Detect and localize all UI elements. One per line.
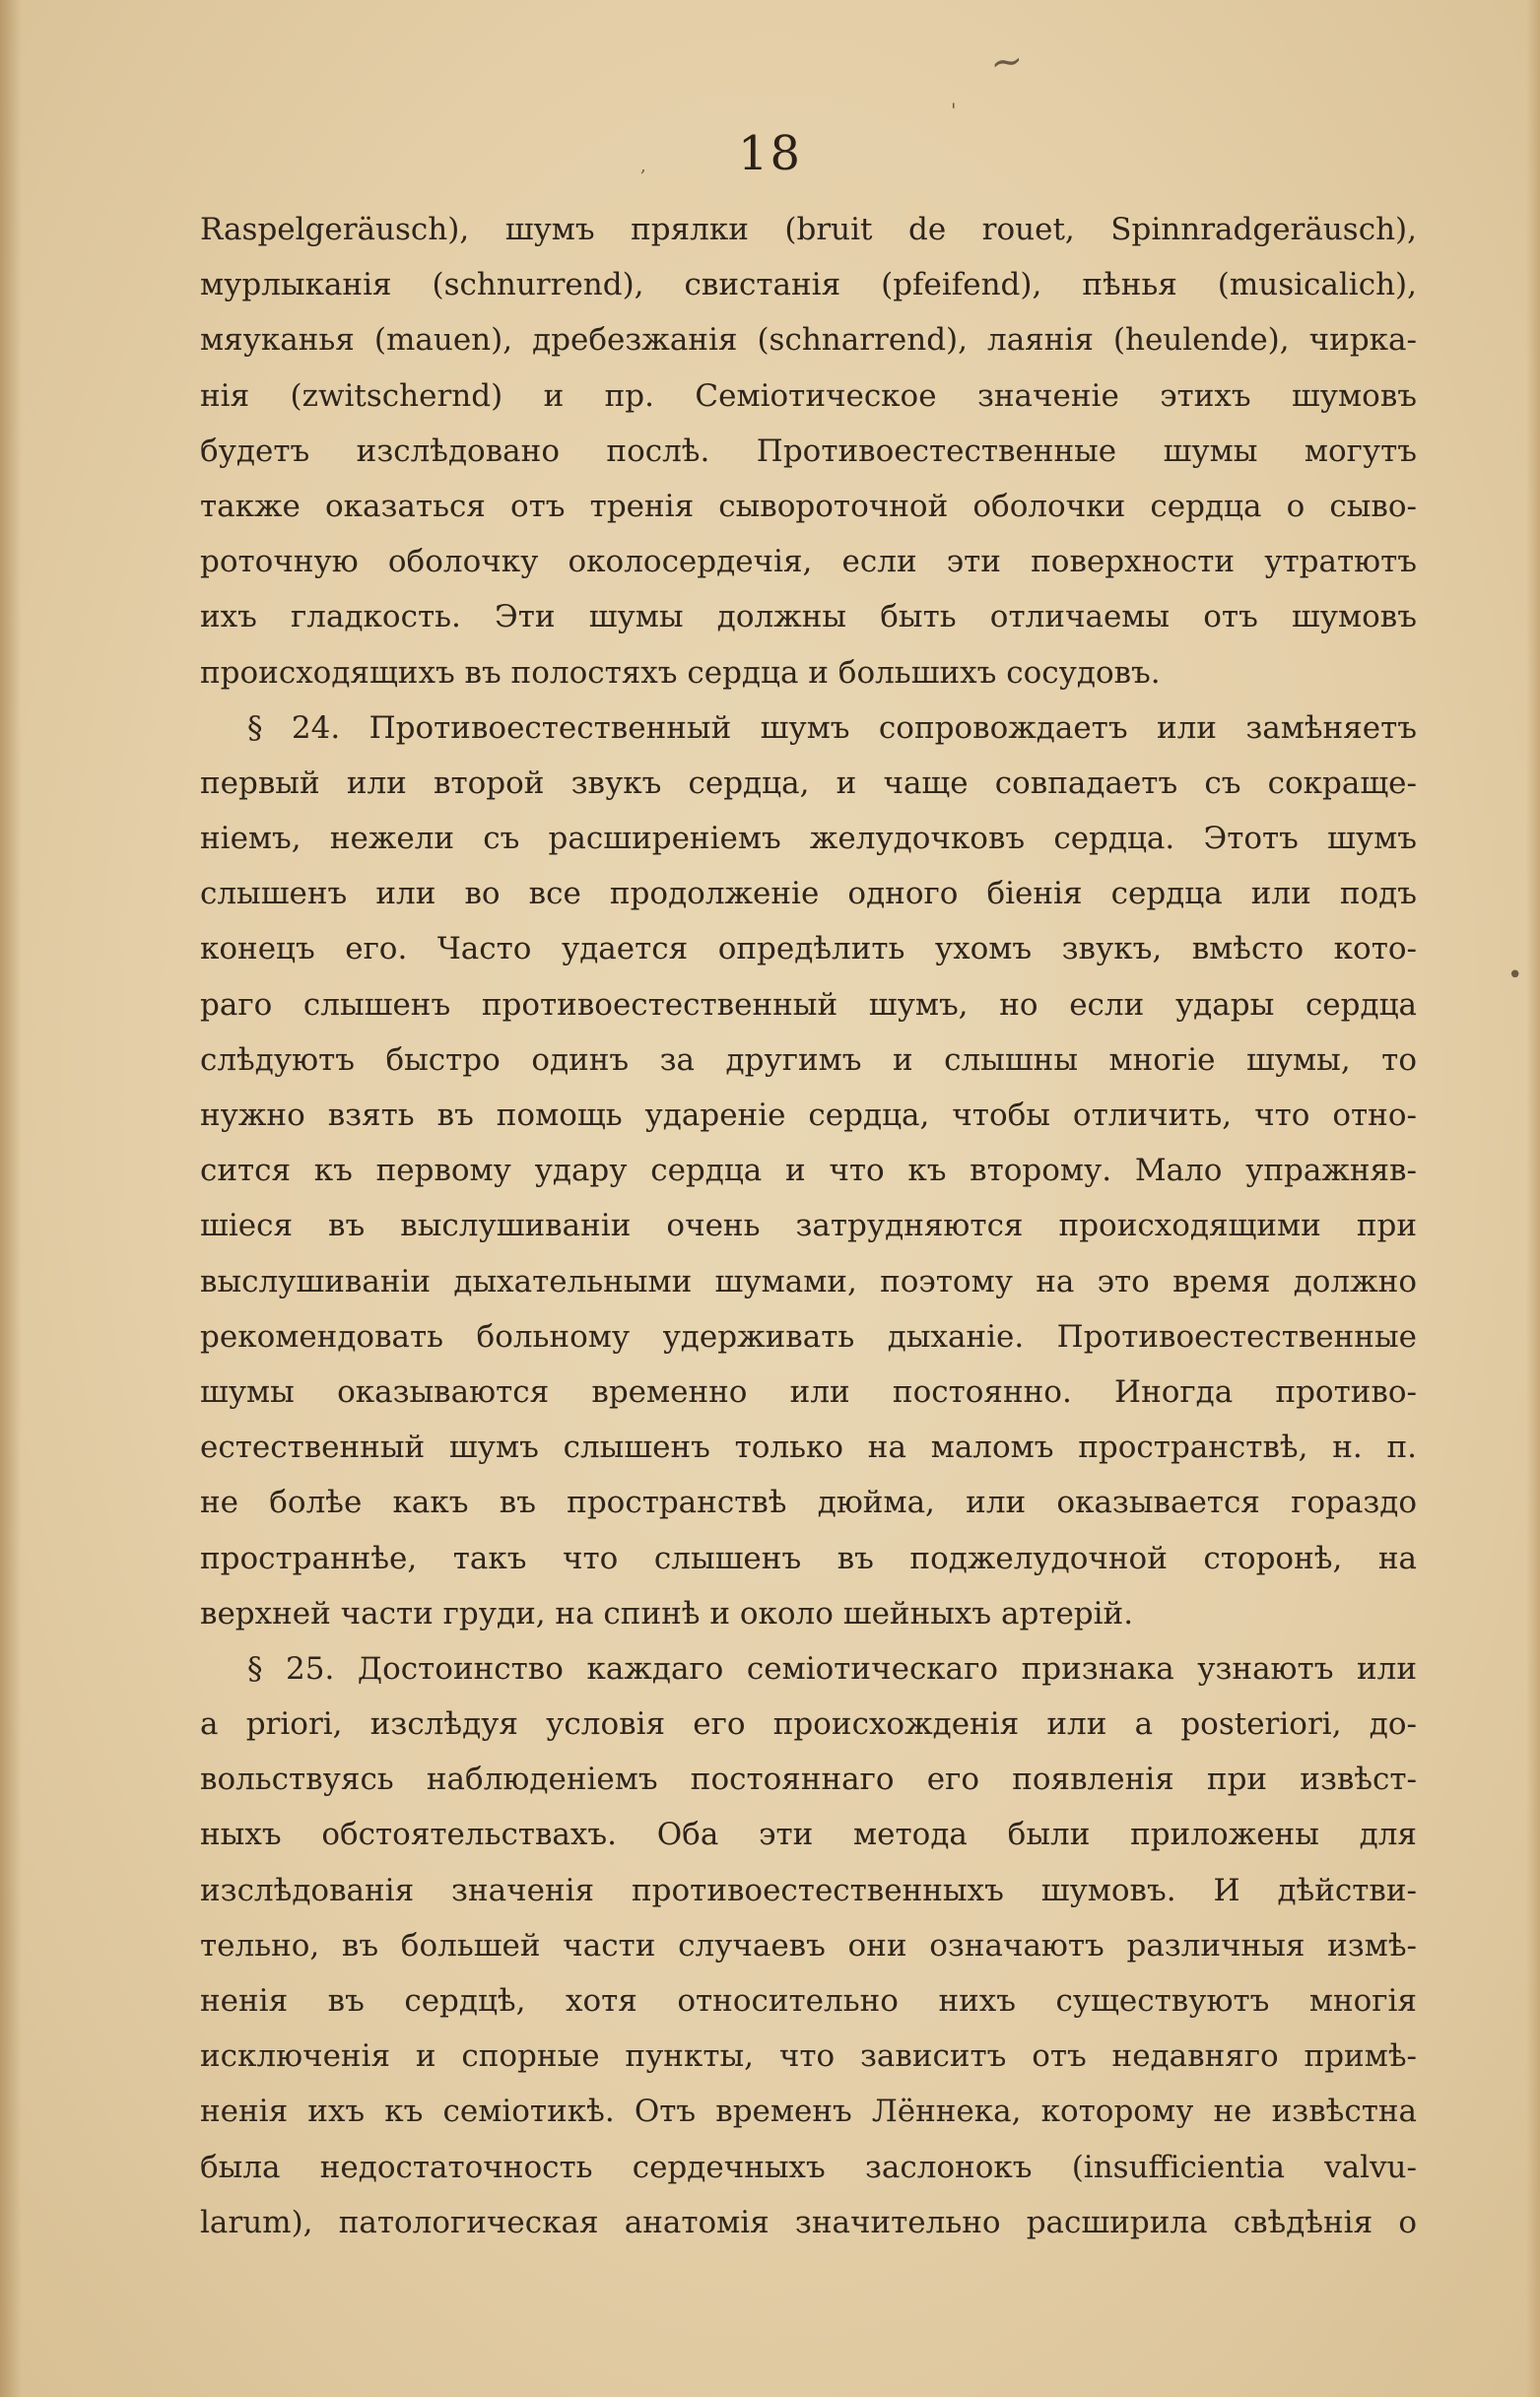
text-line: ніемъ, нежели съ расширеніемъ желудочковъ сердца. Этотъ шумъ: [200, 821, 1417, 857]
text-line: изслѣдованія значенія противоестественныхъ шумовъ. И дѣйстви-: [200, 1872, 1417, 1908]
page-edge-shadow-right: [1526, 0, 1540, 2397]
text-line: роточную оболочку околосердечія, если эти поверхности утратютъ: [200, 544, 1417, 580]
text-line: нужно взять въ помощь удареніе сердца, чтобы отличить, что отно-: [200, 1098, 1417, 1133]
text-line: мяуканья (mauen), дребезжанія (schnarrend), лаянія (heulende), чирка-: [200, 322, 1417, 359]
text-line: larum), патологическая анатомія значительно расширила свѣдѣнія о: [200, 2204, 1417, 2240]
text-line: будетъ изслѣдовано послѣ. Противоестественные шумы могутъ: [200, 433, 1417, 469]
text-line: была недостаточность сердечныхъ заслонокъ (insufficientia valvu-: [200, 2149, 1417, 2185]
section-24-heading-line: § 24. Противоестественный шумъ сопровождаетъ или замѣняетъ: [247, 709, 1417, 746]
speck-top: ': [951, 99, 957, 122]
text-line: ненія ихъ къ семіотикѣ. Отъ временъ Лённека, которому не извѣстна: [200, 2094, 1417, 2130]
body-text: [200, 202, 1417, 2250]
text-line: шумы оказываются временно или постоянно. Иногда противо-: [200, 1373, 1417, 1410]
text-line: рекомендовать больному удерживать дыханіе. Противоестественные: [200, 1318, 1417, 1355]
text-line: раго слышенъ противоестественный шумъ, но если удары сердца: [200, 986, 1417, 1023]
page-number: 18: [737, 126, 803, 181]
text-line: тельно, въ большей части случаевъ они означаютъ различныя измѣ-: [200, 1927, 1417, 1964]
ink-smudge-top: ~: [986, 36, 1027, 88]
text-line: выслушиваніи дыхательными шумами, поэтому на это время должно: [200, 1263, 1417, 1299]
text-line: слѣдуютъ быстро одинъ за другимъ и слышны многіе шумы, то: [200, 1041, 1417, 1078]
text-line: слышенъ или во все продолженіе одного біенія сердца или подъ: [200, 876, 1417, 912]
page-edge-shadow-left: [0, 0, 22, 2397]
speck-near-number: ,: [640, 156, 646, 176]
speck-right-margin: •: [1507, 961, 1523, 990]
text-line: происходящихъ въ полостяхъ сердца и большихъ сосудовъ.: [200, 654, 1161, 691]
text-line: ненія въ сердцѣ, хотя относительно нихъ существуютъ многія: [200, 1983, 1417, 2019]
text-line: мурлыканія (schnurrend), свистанія (pfeifend), пѣнья (musicalich),: [200, 267, 1417, 303]
text-line: шіеся въ выслушиваніи очень затрудняются происходящими при: [200, 1208, 1417, 1244]
text-line: исключенія и спорные пункты, что зависитъ отъ недавняго примѣ-: [200, 2038, 1417, 2075]
text-line: естественный шумъ слышенъ только на маломъ пространствѣ, н. п.: [200, 1430, 1417, 1466]
text-line: также оказаться отъ тренія сывороточной оболочки сердца о сыво-: [200, 488, 1417, 524]
text-line: первый или второй звукъ сердца, и чаще совпадаетъ съ сокраще-: [200, 765, 1417, 801]
text-line: нія (zwitschernd) и пр. Семіотическое значеніе этихъ шумовъ: [200, 377, 1417, 414]
text-line: верхней части груди, на спинѣ и около шейныхъ артерій.: [200, 1595, 1134, 1631]
text-line: вольствуясь наблюденіемъ постояннаго его появленія при извѣст-: [200, 1762, 1417, 1798]
text-line: пространнѣе, такъ что слышенъ въ поджелудочной сторонѣ, на: [200, 1540, 1417, 1576]
text-line: ныхъ обстоятельствахъ. Оба эти метода были приложены для: [200, 1817, 1417, 1853]
text-line: конецъ его. Часто удается опредѣлить ухомъ звукъ, вмѣсто кото-: [200, 931, 1417, 967]
text-line: Raspelgeräusch), шумъ прялки (bruit de rouet, Spinnradgeräusch),: [200, 212, 1417, 247]
text-line: не болѣе какъ въ пространствѣ дюйма, или оказывается гораздо: [200, 1485, 1417, 1521]
text-line: ихъ гладкость. Эти шумы должны быть отличаемы отъ шумовъ: [200, 599, 1417, 635]
text-line: a priori, изслѣдуя условія его происхожденія или a posteriori, до-: [200, 1706, 1417, 1743]
text-line: сится къ первому удару сердца и что къ второму. Мало упражняв-: [200, 1153, 1417, 1189]
section-25-heading-line: § 25. Достоинство каждаго семіотическаго признака узнаютъ или: [247, 1650, 1417, 1687]
